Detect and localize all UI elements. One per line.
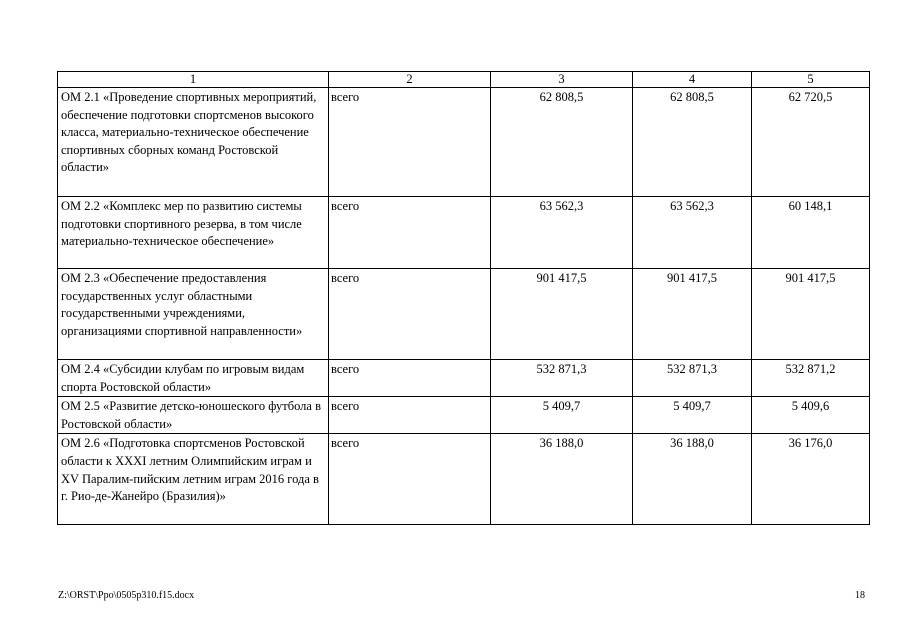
column-header-2: 2: [329, 72, 491, 88]
value-col3-cell: 36 188,0: [491, 434, 633, 525]
table-header-row: [58, 72, 870, 88]
row-type-cell: всего: [329, 360, 491, 397]
row-name-cell: ОМ 2.6 «Подготовка спортсменов Ростовской области к XXXI летним Олимпийским играм и XV Паралим-пийским летним играм 2016 года в г. Рио-де-Жанейро (Бразилия)»: [58, 434, 329, 525]
column-header-3: 3: [491, 72, 633, 88]
row-type-cell: всего: [329, 397, 491, 434]
row-name-cell: ОМ 2.5 «Развитие детско-юношеского футбола в Ростовской области»: [58, 397, 329, 434]
value-col3-cell: 5 409,7: [491, 397, 633, 434]
value-col4-cell: 63 562,3: [633, 197, 752, 269]
table-row: [58, 397, 870, 434]
value-col4-cell: 901 417,5: [633, 269, 752, 360]
table-row: [58, 197, 870, 269]
row-name-cell: ОМ 2.2 «Комплекс мер по развитию системы подготовки спортивного резерва, в том числе материально-техническое обеспечение»: [58, 197, 329, 269]
value-col3-cell: 532 871,3: [491, 360, 633, 397]
value-col5-cell: 62 720,5: [752, 88, 870, 197]
row-name-cell: ОМ 2.3 «Обеспечение предоставления государственных услуг областными государственными учреждениями, организациями спортивной направленности»: [58, 269, 329, 360]
table-row: [58, 434, 870, 525]
value-col3-cell: 63 562,3: [491, 197, 633, 269]
value-col5-cell: 901 417,5: [752, 269, 870, 360]
page-number: 18: [855, 590, 865, 601]
value-col4-cell: 36 188,0: [633, 434, 752, 525]
budget-table: [57, 71, 870, 525]
table-row: [58, 360, 870, 397]
row-type-cell: всего: [329, 434, 491, 525]
row-type-cell: всего: [329, 269, 491, 360]
column-header-1: 1: [58, 72, 329, 88]
row-name-cell: ОМ 2.4 «Субсидии клубам по игровым видам спорта Ростовской области»: [58, 360, 329, 397]
value-col3-cell: 901 417,5: [491, 269, 633, 360]
row-name-cell: ОМ 2.1 «Проведение спортивных мероприятий, обеспечение подготовки спортсменов высокого класса, материально-техническое обеспечение спортивных сборных команд Ростовской области»: [58, 88, 329, 197]
value-col4-cell: 532 871,3: [633, 360, 752, 397]
row-type-cell: всего: [329, 197, 491, 269]
column-header-5: 5: [752, 72, 870, 88]
column-header-4: 4: [633, 72, 752, 88]
value-col4-cell: 5 409,7: [633, 397, 752, 434]
table-row: [58, 269, 870, 360]
value-col5-cell: 60 148,1: [752, 197, 870, 269]
value-col4-cell: 62 808,5: [633, 88, 752, 197]
value-col5-cell: 532 871,2: [752, 360, 870, 397]
value-col5-cell: 5 409,6: [752, 397, 870, 434]
row-type-cell: всего: [329, 88, 491, 197]
footer-file-path: Z:\ORST\Ppo\0505p310.f15.docx: [58, 590, 195, 601]
value-col3-cell: 62 808,5: [491, 88, 633, 197]
table-row: [58, 88, 870, 197]
value-col5-cell: 36 176,0: [752, 434, 870, 525]
